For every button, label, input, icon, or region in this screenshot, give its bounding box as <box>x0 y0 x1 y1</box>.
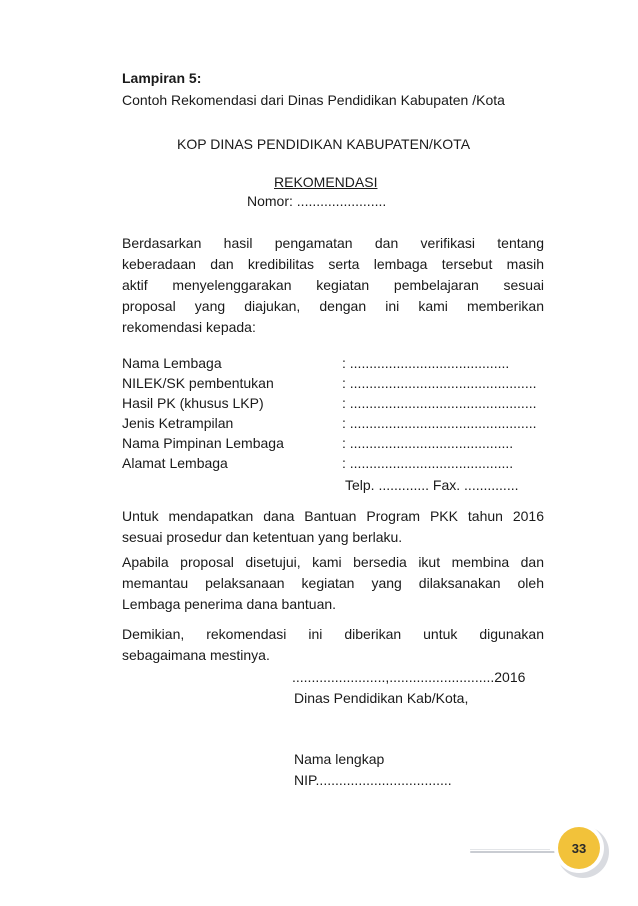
intro-line: Berdasarkan hasil pengamatan dan verifikasi tentang <box>122 235 544 251</box>
closing-line: Demikian, rekomendasi ini diberikan untuk digunakan <box>122 626 544 642</box>
signature-place-date: ........................,...........................2016 <box>292 669 526 685</box>
intro-line: proposal yang diajukan, dengan ini kami memberikan <box>122 298 544 314</box>
funding-paragraph <box>122 506 544 548</box>
field-value: : ................................................ <box>342 415 537 431</box>
approval-paragraph <box>122 552 544 615</box>
field-label: Hasil PK (khusus LKP) <box>122 395 264 411</box>
approval-line: memantau pelaksanaan kegiatan yang dilaksanakan oleh <box>122 575 544 591</box>
signature-name: Nama lengkap <box>294 751 385 767</box>
signature-nip: NIP................................... <box>294 772 452 788</box>
field-value: : ................................................ <box>342 375 537 391</box>
letterhead-title: KOP DINAS PENDIDIKAN KABUPATEN/KOTA <box>177 136 471 152</box>
phone-fax-line: Telp. ............. Fax. .............. <box>345 477 519 493</box>
signature-office: Dinas Pendidikan Kab/Kota, <box>294 690 469 706</box>
intro-paragraph <box>122 233 544 338</box>
field-value: : .......................................... <box>342 435 514 451</box>
footer-decoration <box>470 849 550 850</box>
intro-line: keberadaan dan kredibilitas serta lembaga tersebut masih <box>122 256 544 272</box>
field-label: Alamat Lembaga <box>122 455 228 471</box>
field-label: NILEK/SK pembentukan <box>122 375 274 391</box>
field-value: : ................................................ <box>342 395 537 411</box>
field-value: : .......................................... <box>342 455 514 471</box>
field-label: Nama Lembaga <box>122 355 222 371</box>
approval-line: Lembaga penerima dana bantuan. <box>122 596 337 612</box>
intro-line: aktif menyelenggarakan kegiatan pembelajaran sesuai <box>122 277 544 293</box>
field-label: Jenis Ketrampilan <box>122 415 234 431</box>
funding-line: Untuk mendapatkan dana Bantuan Program PKK tahun 2016 <box>122 508 544 524</box>
document-number: Nomor: ....................... <box>247 193 387 209</box>
field-value: : ......................................... <box>342 355 510 371</box>
closing-paragraph <box>122 624 544 666</box>
page-number: 33 <box>558 827 600 869</box>
funding-line: sesuai prosedur dan ketentuan yang berlaku. <box>122 529 403 545</box>
attachment-subtitle: Contoh Rekomendasi dari Dinas Pendidikan Kabupaten /Kota <box>122 92 505 108</box>
attachment-label: Lampiran 5: <box>122 70 202 86</box>
document-title: REKOMENDASI <box>274 174 378 190</box>
footer-decoration <box>470 851 558 853</box>
field-label: Nama Pimpinan Lembaga <box>122 435 284 451</box>
closing-line: sebagaimana mestinya. <box>122 647 270 663</box>
approval-line: Apabila proposal disetujui, kami bersedia ikut membina dan <box>122 554 544 570</box>
intro-line: rekomendasi kepada: <box>122 319 256 335</box>
